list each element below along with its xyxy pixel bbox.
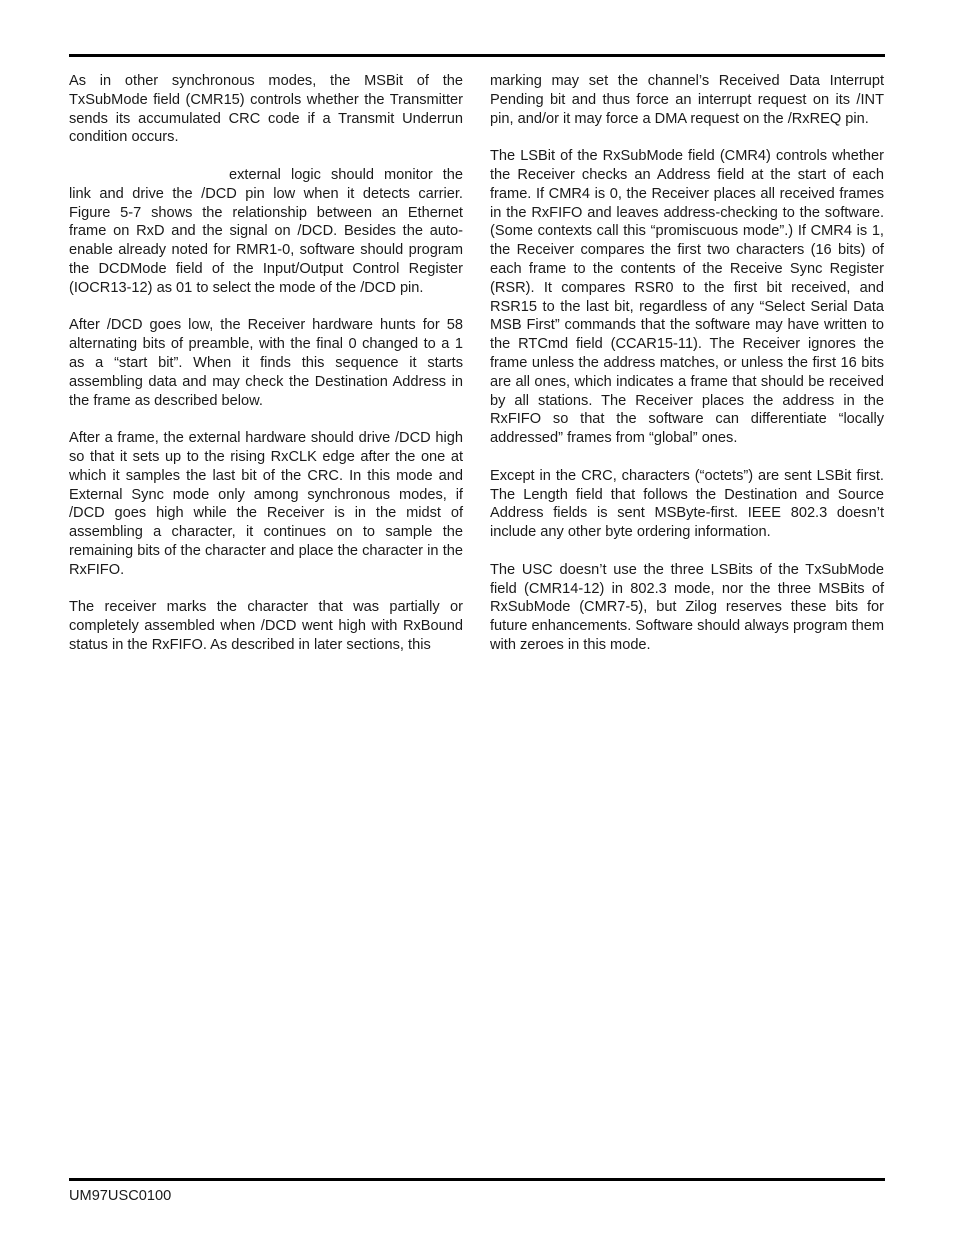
right-text-column <box>490 72 884 674</box>
paragraph-preamble-hunt: After /DCD goes low, the Receiver hardware hunts for 58 alternating bits of preamble, with the final 0 changed to a 1 as a “start bit”. When it finds this sequence it starts assembling data and may check the Destination Address in the frame as described below. <box>69 317 463 409</box>
paragraph-byte-ordering: Except in the CRC, characters (“octets”) are sent LSBit first. The Length field that follows the Destination and Source Address fields is sent MSByte-first. IEEE 802.3 doesn’t include any other byte ordering information. <box>490 467 884 541</box>
paragraph-frame-end: After a frame, the external hardware should drive /DCD high so that it sets up to the rising RxCLK edge after the one at which it samples the last bit of the CRC. In this mode and External Sync mode only among synchronous modes, if /DCD goes high while the Receiver is in the midst of assembling a character, it continues on to sample the remaining bits of the character and place the character in the RxFIFO. <box>69 430 463 578</box>
paragraph-rxbound-marking: The receiver marks the character that was partially or completely assembled when /DCD went high with RxBound status in the RxFIFO. As described in later sections, this <box>69 599 463 653</box>
paragraph-reserved-bits: The USC doesn’t use the three LSBits of the TxSubMode field (CMR14-12) in 802.3 mode, nor the three MSBits of RxSubMode (CMR7-5), but Zilog reserves these bits for future enhancements. Software should always program them with zeroes in this mode. <box>490 561 884 653</box>
paragraph-address-checking: The LSBit of the RxSubMode field (CMR4) controls whether the Receiver checks an Address field at the start of each frame. If CMR4 is 0, the Receiver places all received frames in the RxFIFO and leaves address-checking to the software. (Some contexts call this “promiscuous mode”.) If CMR4 is 1, the Receiver compares the first two characters (16 bits) of each frame to the contents of the Receive Sync Register (RSR). It compares RSR0 to the first bit received, and RSR15 to the last bit, regardless of any “Select Serial Data MSB First” commands that the software may have written to the RTCmd field (CCAR15-11). The Receiver ignores the frame unless the address matches, or unless the first 16 bits are all ones, which indicates a frame that should be received by all stations. The Receiver places the address in the RxFIFO so that the software can differentiate “locally addressed” frames from “global” ones. <box>490 148 884 447</box>
header-rule <box>69 54 885 57</box>
paragraph-interrupt-dma: marking may set the channel’s Received Data Interrupt Pending bit and thus force an interrupt request on its /INT pin, and/or it may force a DMA request on the /RxREQ pin. <box>490 73 884 127</box>
left-text-column <box>69 72 463 674</box>
paragraph-external-logic-dcd: external logic should monitor the link and drive the /DCD pin low when it detects carrier. Figure 5-7 shows the relationship between an Ethernet frame on RxD and the signal on /DCD. Besides the auto-enable already noted for RMR1-0, software should program the DCDMode field of the Input/Output Control Register (IOCR13-12) as 01 to select the mode of the /DCD pin. <box>69 166 463 296</box>
footer-rule <box>69 1178 885 1181</box>
footer-document-code: UM97USC0100 <box>69 1188 172 1204</box>
paragraph-txsubmode-msbit: As in other synchronous modes, the MSBit of the TxSubMode field (CMR15) controls whether the Transmitter sends its accumulated CRC code if a Transmit Underrun condition occurs. <box>69 73 463 146</box>
